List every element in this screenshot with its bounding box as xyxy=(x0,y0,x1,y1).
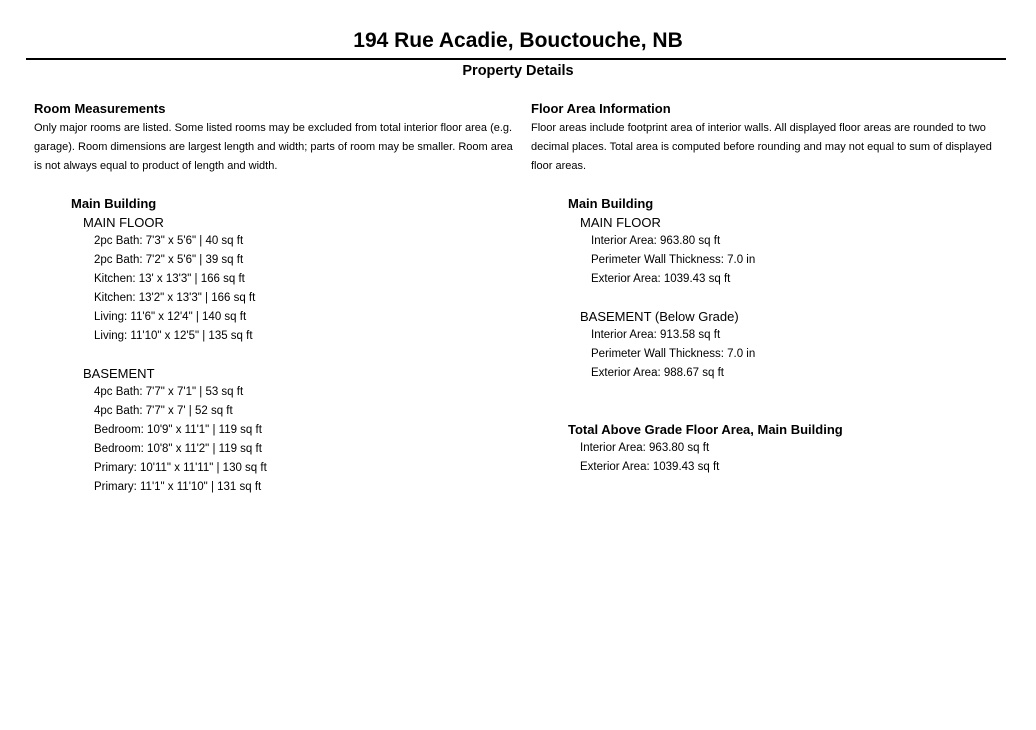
room-row: 2pc Bath: 7'3" x 5'6" | 40 sq ft xyxy=(94,235,244,247)
area-row: Exterior Area: 988.67 sq ft xyxy=(591,367,724,379)
room-row: 4pc Bath: 7'7" x 7' | 52 sq ft xyxy=(94,405,233,417)
room-row: Living: 11'6" x 12'4" | 140 sq ft xyxy=(94,311,247,323)
spacer xyxy=(71,346,514,364)
floor-area-heading: Floor Area Information xyxy=(531,101,671,116)
area-row: Interior Area: 963.80 sq ft xyxy=(591,235,721,247)
floor-area-note: Floor areas include footprint area of interior walls. All displayed floor areas are rounded to two decimal places. Total area is computed before rounding and may not equal to sum of displayed floor areas. xyxy=(531,122,992,172)
floor-area-section xyxy=(531,100,1016,477)
room-row: Primary: 11'1" x 11'10" | 131 sq ft xyxy=(94,481,262,493)
room-row: 2pc Bath: 7'2" x 5'6" | 39 sq ft xyxy=(94,254,244,266)
room-row: Kitchen: 13' x 13'3" | 166 sq ft xyxy=(94,273,245,285)
room-row: 4pc Bath: 7'7" x 7'1" | 53 sq ft xyxy=(94,386,244,398)
room-row: Living: 11'10" x 12'5" | 135 sq ft xyxy=(94,330,253,342)
room-measurements-note: Only major rooms are listed. Some listed rooms may be excluded from total interior floor area (e.g. garage). Room dimensions are largest length and width; parts of room may be smaller. Room area is not always equal to product of length and width. xyxy=(34,122,513,172)
total-area-row: Exterior Area: 1039.43 sq ft xyxy=(580,461,720,473)
area-row: Perimeter Wall Thickness: 7.0 in xyxy=(591,254,756,266)
room-row: Kitchen: 13'2" x 13'3" | 166 sq ft xyxy=(94,292,256,304)
page-title: 194 Rue Acadie, Bouctouche, NB xyxy=(353,29,683,52)
room-row: Bedroom: 10'9" x 11'1" | 119 sq ft xyxy=(94,424,262,436)
title-divider xyxy=(26,58,1006,60)
floor-name-main: MAIN FLOOR xyxy=(580,215,661,230)
total-area-row: Interior Area: 963.80 sq ft xyxy=(580,442,710,454)
room-measurements-heading: Room Measurements xyxy=(34,101,166,116)
building-title: Main Building xyxy=(568,196,654,211)
room-measurements-section xyxy=(34,100,514,497)
floor-name-main: MAIN FLOOR xyxy=(83,215,164,230)
room-row: Primary: 10'11" x 11'11" | 130 sq ft xyxy=(94,462,267,474)
room-measurements-building xyxy=(71,194,514,497)
spacer xyxy=(568,289,1016,307)
page-subtitle: Property Details xyxy=(462,63,574,79)
area-row: Exterior Area: 1039.43 sq ft xyxy=(591,273,731,285)
building-title: Main Building xyxy=(71,196,157,211)
area-row: Perimeter Wall Thickness: 7.0 in xyxy=(591,348,756,360)
room-row: Bedroom: 10'8" x 11'2" | 119 sq ft xyxy=(94,443,262,455)
area-row: Interior Area: 913.58 sq ft xyxy=(591,329,721,341)
total-area-heading: Total Above Grade Floor Area, Main Building xyxy=(568,422,843,437)
floor-name-basement: BASEMENT xyxy=(83,366,155,381)
spacer xyxy=(568,383,1016,420)
floor-name-basement: BASEMENT (Below Grade) xyxy=(580,309,739,324)
floor-area-building xyxy=(568,194,1016,477)
